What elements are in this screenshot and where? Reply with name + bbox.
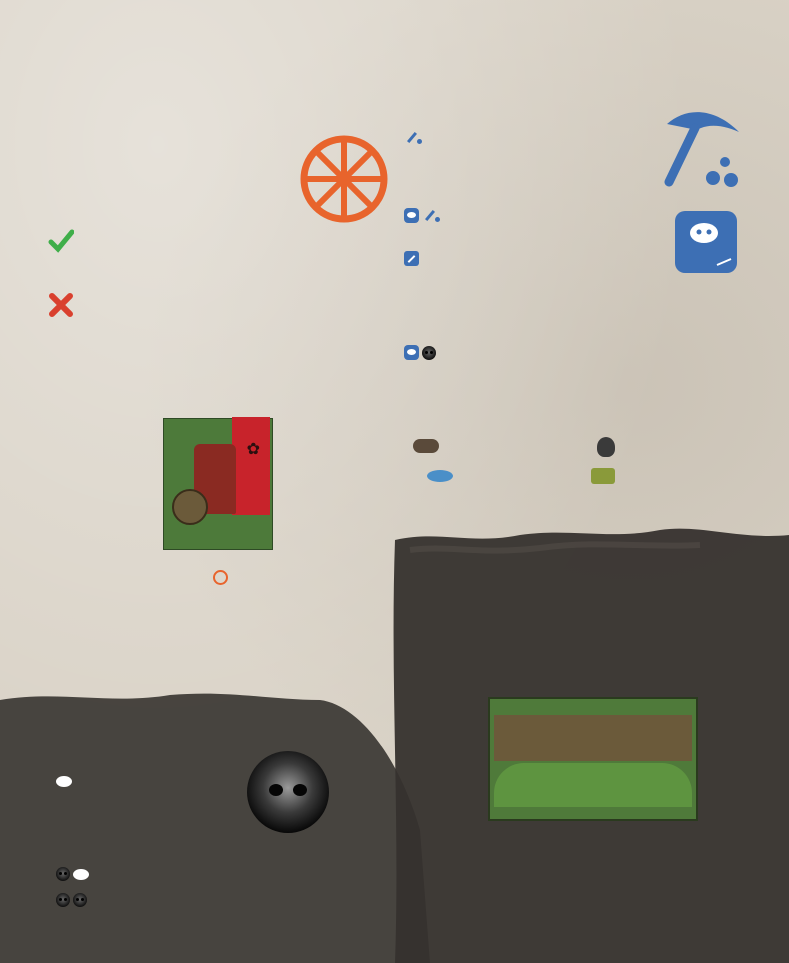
- linen-icon: [591, 468, 615, 484]
- gather-p3: [404, 251, 734, 267]
- wheel-mini-icon: [213, 570, 228, 585]
- attention-body: [56, 773, 231, 789]
- gather-p1: [404, 130, 659, 146]
- old-barn-board: [488, 697, 698, 821]
- gather-die-icon: [404, 208, 419, 223]
- gather-icon: [404, 130, 422, 144]
- resource-forest: [409, 437, 569, 455]
- tower-card-image: [163, 418, 273, 550]
- board-top-row: [494, 715, 692, 761]
- ore-icon: [597, 437, 615, 457]
- cross-icon: [48, 292, 74, 318]
- gather-stat-icon: [422, 208, 440, 222]
- attention-token-icon: [56, 867, 70, 881]
- card-banner: [232, 417, 270, 515]
- attention-blob-icon: [56, 776, 72, 787]
- fish-icon: [427, 470, 453, 482]
- resource-mine: [575, 437, 735, 457]
- gather-p2: [404, 208, 666, 224]
- attention-token-icon: [422, 346, 436, 360]
- attention-p2: [56, 866, 341, 882]
- attention-p3: [56, 892, 341, 908]
- checkmark-icon: [48, 228, 74, 254]
- gather-p4: [404, 345, 734, 361]
- wheel-icon: [300, 135, 388, 223]
- attention-body-2: [56, 866, 341, 908]
- attention-blob-icon: [73, 869, 89, 880]
- attention-token-large-icon: [246, 750, 330, 834]
- pickaxe-icon: [655, 104, 745, 194]
- attention-token-icon: [56, 893, 70, 907]
- board-field: [494, 763, 692, 807]
- resource-lake: [409, 467, 569, 485]
- wood-icon: [413, 439, 439, 453]
- old-barn-p2-wrap: [443, 832, 743, 842]
- pickaxe-face-icon: [404, 251, 419, 266]
- move-stat-note: [80, 570, 360, 585]
- attention-token-icon: [73, 893, 87, 907]
- attention-p1: [56, 773, 231, 789]
- attention-face-icon: [404, 345, 419, 360]
- worker-portrait: [172, 489, 208, 525]
- paw-icon: ✿: [246, 439, 260, 458]
- resource-field: [575, 467, 735, 485]
